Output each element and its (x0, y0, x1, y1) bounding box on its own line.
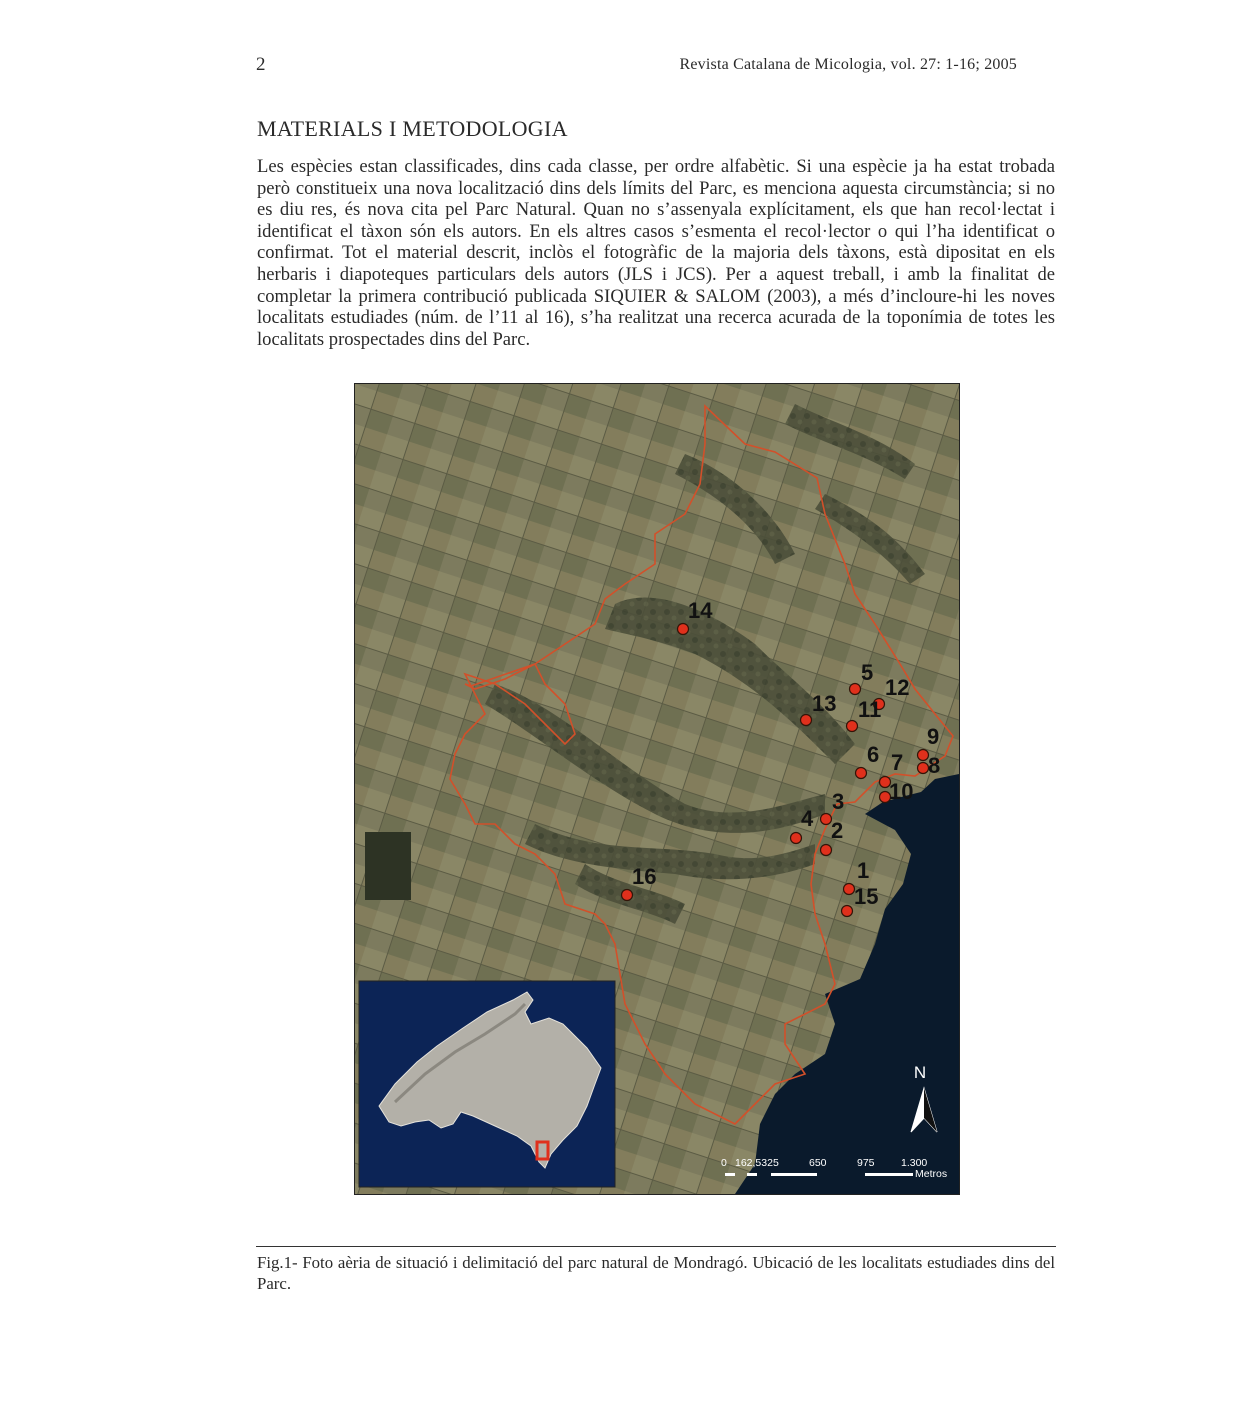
site-label-3: 3 (832, 789, 845, 814)
site-marker-11 (847, 721, 858, 732)
site-marker-1 (844, 884, 855, 895)
scale-unit: Metros (915, 1168, 948, 1180)
site-marker-8 (918, 763, 929, 774)
site-label-11: 11 (858, 697, 882, 722)
section-title: MATERIALS I METODOLOGIA (257, 116, 568, 141)
site-label-5: 5 (861, 660, 874, 685)
inset-map (359, 981, 615, 1187)
running-head: Revista Catalana de Micologia, vol. 27: 1-16; 2005 (679, 56, 1017, 73)
site-label-16: 16 (632, 864, 657, 889)
site-label-13: 13 (812, 691, 837, 716)
site-marker-15 (842, 906, 853, 917)
site-marker-2 (821, 845, 832, 856)
site-label-2: 2 (831, 818, 844, 843)
site-marker-5 (850, 684, 861, 695)
site-marker-3 (821, 814, 832, 825)
site-marker-6 (856, 768, 867, 779)
site-label-10: 10 (889, 779, 914, 804)
site-marker-14 (678, 624, 689, 635)
site-label-4: 4 (801, 806, 814, 831)
figure-caption: Fig.1- Foto aèria de situació i delimitació del parc natural de Mondragó. Ubicació de les localitats estudiades dins del Parc. (257, 1253, 1055, 1293)
site-label-8: 8 (928, 753, 941, 778)
scale-tick-4: 1.300 (901, 1157, 928, 1169)
site-label-15: 15 (854, 884, 879, 909)
scale-tick-2: 650 (809, 1157, 827, 1169)
site-label-6: 6 (867, 742, 880, 767)
scale-tick-0: 0 (721, 1157, 727, 1169)
site-marker-16 (622, 890, 633, 901)
body-paragraph: Les espècies estan classificades, dins cada classe, per ordre alfabètic. Si una espècie ja ha estat trobada però constitueix una nova localització dins dels límits del Parc, es menciona aquesta circumstància; si no es diu res, és nova cita pel Parc Natural. Quan no s’assenyala explícitament, els que han recol·lectat i identificat el tàxon són els autors. En els altres casos s’esmenta el recol·lector o qui l’ha identificat o confirmat. Tot el material descrit, inclòs el fotogràfic de la majoria dels tàxons, està dipositat en els herbaris i diapoteques particulars dels autors (JLS i JCS). Per a aquest treball, i amb la finalitat de completar la primera contribució publicada SIQUIER & SALOM (2003), a més d’incloure-hi les noves localitats estudiades (núm. de l’11 al 16), s’ha realitzat una recerca acurada de la toponímia de totes les localitats prospectades dins del Parc. (257, 156, 1055, 350)
forest-patch (365, 832, 411, 900)
site-label-1: 1 (857, 858, 870, 883)
north-label: N (913, 1063, 927, 1082)
site-marker-9 (918, 750, 929, 761)
scale-tick-3: 975 (857, 1157, 875, 1169)
site-label-7: 7 (891, 750, 904, 775)
site-label-12: 12 (885, 675, 910, 700)
aerial-map (355, 384, 959, 1194)
site-marker-13 (801, 715, 812, 726)
scale-tick-1: 162,5325 (735, 1157, 779, 1169)
site-label-9: 9 (927, 724, 940, 749)
site-marker-4 (791, 833, 802, 844)
aerial-map-figure (354, 383, 960, 1195)
site-label-14: 14 (688, 598, 713, 623)
page-number: 2 (256, 54, 266, 75)
caption-rule (256, 1246, 1056, 1247)
